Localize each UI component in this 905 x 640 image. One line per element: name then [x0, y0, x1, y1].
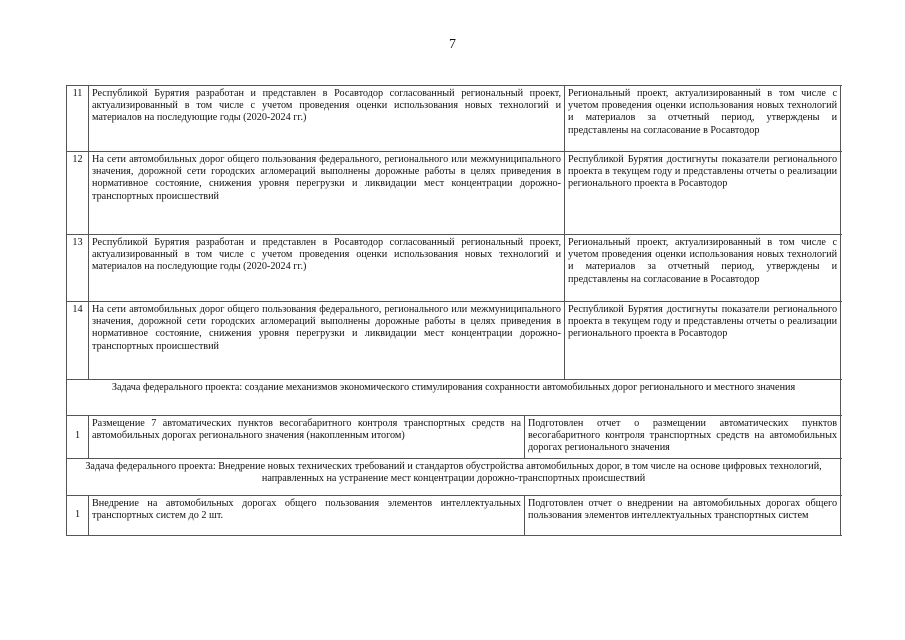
row-result-text: Подготовлен отчет о внедрении на автомобильных дорогах общего пользования элементов интеллектуальных транспортных систем: [525, 496, 841, 536]
row-result-text: Подготовлен отчет о размещении автоматических пунктов весогабаритного контроля транспортных средств на автомобильных дорогах регионального значения: [525, 416, 841, 459]
row-result-text: Республикой Бурятия достигнуты показатели регионального проекта в текущем году и представлены отчеты о реализации регионального проекта в Росавтодор: [565, 152, 841, 235]
row-result-text: Республикой Бурятия достигнуты показатели регионального проекта в текущем году и представлены отчеты о реализации регионального проекта в Росавтодор: [565, 302, 841, 380]
task-heading: Задача федерального проекта: Внедрение новых технических требований и стандартов обустройства автомобильных дорог, в том числе на основе цифровых технологий, направленных на устранение мест концентрации дорожно-транспортных происшествий: [67, 459, 841, 496]
row-result-text: Региональный проект, актуализированный в том числе с учетом проведения оценки использования новых технологий и материалов за отчетный период, утверждены и представлены на согласование в Росавтодор: [565, 235, 841, 302]
task-heading-row: [67, 380, 841, 416]
row-result-text: Региональный проект, актуализированный в том числе с учетом проведения оценки использования новых технологий и материалов за отчетный период, утверждены и представлены на согласование в Росавтодор: [565, 86, 841, 152]
roadmap-table: [66, 85, 841, 536]
table-row: [67, 302, 841, 380]
row-number: 14: [67, 302, 89, 380]
row-number: 11: [67, 86, 89, 152]
table-row: [67, 416, 841, 459]
row-number: 12: [67, 152, 89, 235]
row-number: 1: [67, 416, 89, 459]
row-event-text: Внедрение на автомобильных дорогах общего пользования элементов интеллектуальных транспортных систем до 2 шт.: [89, 496, 525, 536]
row-event-text: На сети автомобильных дорог общего пользования федерального, регионального или межмуниципального значения, дорожной сети городских агломераций выполнены дорожные работы в целях приведения в нормативное состояние, снижения уровня перегрузки и ликвидации мест концентрации дорожно-транспортных происшествий: [89, 152, 565, 235]
row-event-text: Размещение 7 автоматических пунктов весогабаритного контроля транспортных средств на автомобильных дорогах регионального значения (накопленным итогом): [89, 416, 525, 459]
task-heading-row: [67, 459, 841, 496]
table-row: [67, 496, 841, 536]
row-event-text: На сети автомобильных дорог общего пользования федерального, регионального или межмуниципального значения, дорожной сети городских агломераций выполнены дорожные работы в целях приведения в нормативное состояние, снижения уровня перегрузки и ликвидации мест концентрации дорожно-транспортных происшествий: [89, 302, 565, 380]
row-event-text: Республикой Бурятия разработан и представлен в Росавтодор согласованный региональный проект, актуализированный в том числе с учетом проведения оценки использования новых технологий и материалов на последующие годы (2020-2024 гг.): [89, 86, 565, 152]
row-number: 13: [67, 235, 89, 302]
table-row: [67, 235, 841, 302]
row-event-text: Республикой Бурятия разработан и представлен в Росавтодор согласованный региональный проект, актуализированный в том числе с учетом проведения оценки использования новых технологий и материалов на последующие годы (2020-2024 гг.): [89, 235, 565, 302]
table-row: [67, 86, 841, 152]
task-heading: Задача федерального проекта: создание механизмов экономического стимулирования сохранности автомобильных дорог регионального и местного значения: [67, 380, 841, 416]
row-number: 1: [67, 496, 89, 536]
page-number: 7: [449, 37, 456, 52]
table-row: [67, 152, 841, 235]
